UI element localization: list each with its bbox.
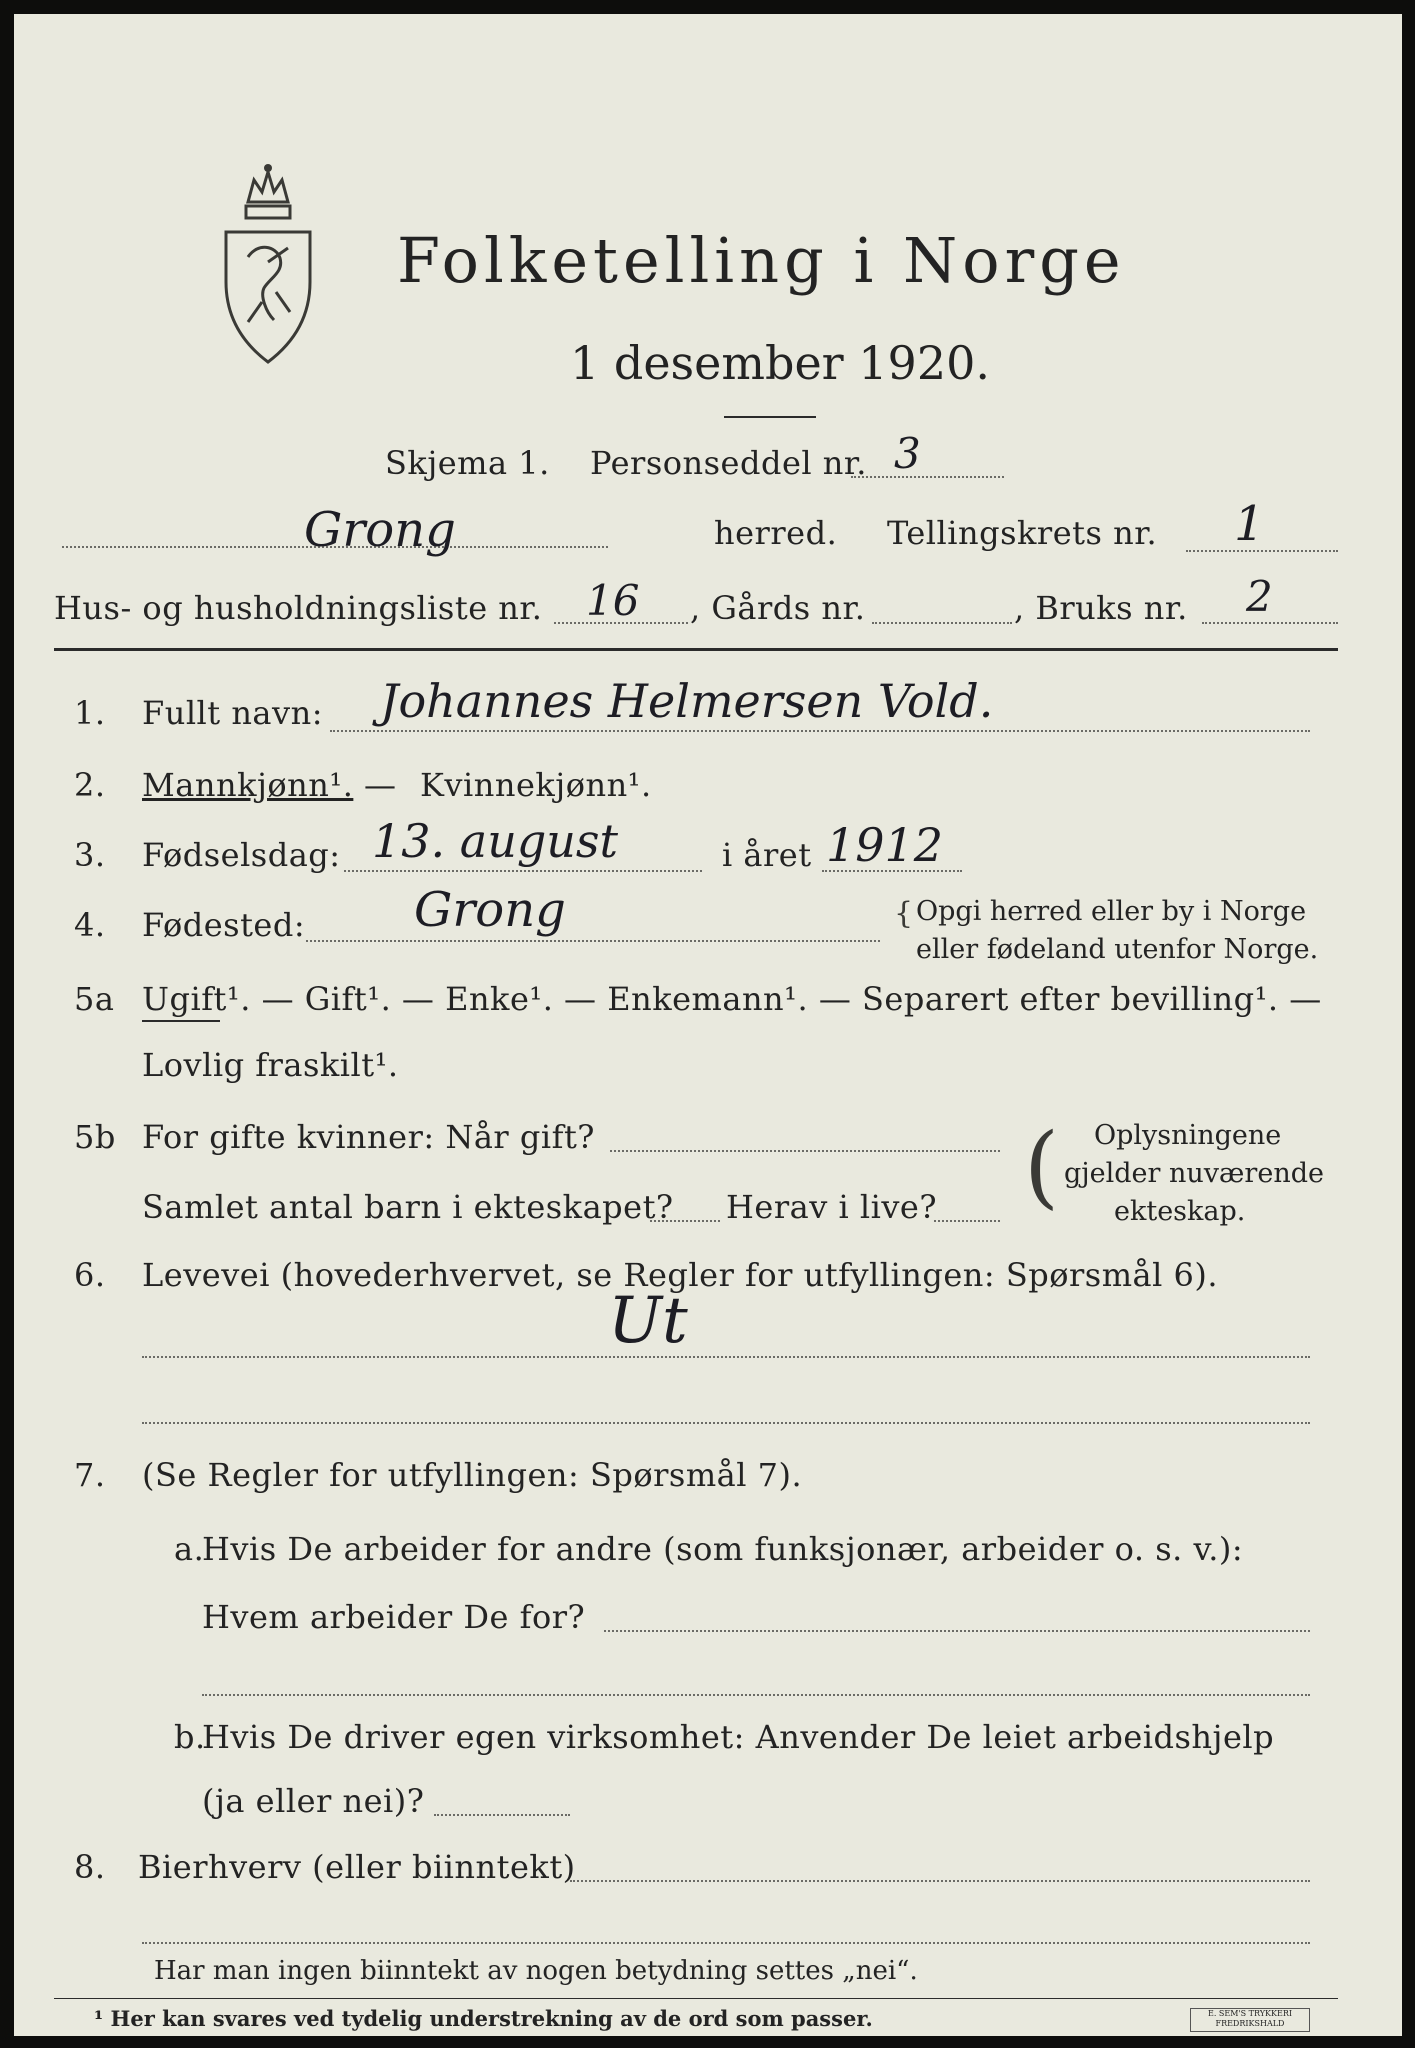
q1-line [330, 730, 1310, 732]
q5a-options-line2[interactable]: Lovlig fraskilt¹. [142, 1046, 399, 1084]
q5b-children-line [650, 1220, 720, 1222]
q1-full-name-value[interactable]: Johannes Helmersen Vold. [380, 674, 994, 728]
q5b-when-married-label: For gifte kvinner: Når gift? [142, 1118, 595, 1156]
personseddel-line [851, 476, 1004, 478]
no-income-note: Har man ingen biinntekt av nogen betydning settes „nei“. [154, 1956, 918, 1986]
q3-date-line [344, 870, 702, 872]
header-separator [54, 648, 1338, 651]
herred-label: herred. [714, 514, 838, 552]
q7-label: (Se Regler for utfyllingen: Spørsmål 7). [142, 1456, 803, 1494]
coat-of-arms-icon [218, 162, 318, 372]
q7b-text: Hvis De driver egen virksomhet: Anvender De leiet arbeidshjelp [202, 1718, 1275, 1756]
q6-line1 [142, 1356, 1310, 1358]
printer-stamp [1190, 2008, 1310, 2032]
tellingskrets-label: Tellingskrets nr. [887, 514, 1158, 552]
q3-year-label: i året [722, 836, 812, 874]
printer-stamp-line1: E. SEM'S TRYKKERI [1207, 2009, 1293, 2018]
q5b-when-married-line [610, 1150, 1000, 1152]
q3-number: 3. [74, 836, 106, 874]
q7b-yes-no-label: (ja eller nei)? [202, 1782, 425, 1820]
form-date: 1 desember 1920. [570, 336, 990, 390]
q5b-note-line3: ekteskap. [1114, 1196, 1246, 1227]
q5b-number: 5b [74, 1118, 116, 1156]
q7-number: 7. [74, 1456, 106, 1494]
form-title: Folketelling i Norge [397, 224, 1126, 297]
skjema-label: Skjema 1. [385, 444, 550, 482]
q6-label: Levevei (hovederhvervet, se Regler for utfyllingen: Spørsmål 6). [142, 1256, 1219, 1294]
q4-note-line1: Opgi herred eller by i Norge [916, 896, 1307, 927]
q7a-employer-line [604, 1630, 1310, 1632]
q5b-brace: ( [1024, 1114, 1060, 1219]
q5b-alive-label: Herav i live? [726, 1188, 938, 1226]
q6-number: 6. [74, 1256, 106, 1294]
q1-number: 1. [74, 694, 106, 732]
q7a-text: Hvis De arbeider for andre (som funksjonær, arbeider o. s. v.): [202, 1530, 1244, 1568]
bruks-line [1202, 622, 1338, 624]
q8-number: 8. [74, 1848, 106, 1886]
q8-label: Bierhverv (eller biinntekt) [138, 1848, 576, 1886]
q2-number: 2. [74, 766, 106, 804]
tellingskrets-value[interactable]: 1 [1234, 496, 1265, 552]
q4-number: 4. [74, 906, 106, 944]
q4-birthplace-value[interactable]: Grong [414, 882, 566, 938]
bruks-value[interactable]: 2 [1246, 572, 1273, 621]
q6-line2 [142, 1422, 1310, 1424]
q5b-alive-line [934, 1220, 1000, 1222]
q3-label: Fødselsdag: [142, 836, 341, 874]
q3-year-value[interactable]: 1912 [826, 818, 944, 872]
q5a-number: 5a [74, 980, 115, 1018]
q4-line [306, 940, 880, 942]
q5b-children-label: Samlet antal barn i ekteskapet? [142, 1188, 674, 1226]
hus-label: Hus- og husholdningsliste nr. [54, 589, 543, 627]
gards-line [872, 622, 1012, 624]
q4-label: Fødested: [142, 906, 306, 944]
q5b-note-line1: Oplysningene [1094, 1120, 1282, 1151]
q7a-employer-label: Hvem arbeider De for? [202, 1598, 586, 1636]
herred-value[interactable]: Grong [304, 502, 456, 558]
q7b-letter: b. [174, 1718, 206, 1756]
q2-separator: — [364, 766, 397, 804]
q7b-yes-no-line [434, 1814, 570, 1816]
q5a-options[interactable]: Ugift¹. — Gift¹. — Enke¹. — Enkemann¹. — Separert efter bevilling¹. — [142, 980, 1322, 1018]
gards-label: , Gårds nr. [690, 589, 866, 627]
q8-line2 [142, 1942, 1310, 1944]
q1-label: Fullt navn: [142, 694, 323, 732]
census-form-sheet [14, 14, 1402, 2036]
footnote-separator [54, 1998, 1338, 1999]
personseddel-label: Personseddel nr. [590, 444, 867, 482]
q5b-note-line2: gjelder nuværende [1064, 1158, 1324, 1189]
q2-male-option[interactable]: Mannkjønn¹. [142, 766, 354, 804]
q2-female-option[interactable]: Kvinnekjønn¹. [420, 766, 652, 804]
printer-stamp-line2: FREDRIKSHALD [1215, 2019, 1285, 2028]
title-divider [724, 416, 816, 418]
q7a-employer-line2 [202, 1694, 1310, 1696]
footnote: ¹ Her kan svares ved tydelig understrekning av de ord som passer. [94, 2006, 873, 2031]
q7a-letter: a. [174, 1530, 205, 1568]
q4-note-line2: eller fødeland utenfor Norge. [916, 934, 1319, 965]
personseddel-value[interactable]: 3 [894, 429, 921, 478]
q3-birthdate-value[interactable]: 13. august [372, 814, 618, 868]
bruks-label: , Bruks nr. [1014, 589, 1188, 627]
q5a-ugift-underline [142, 1020, 220, 1022]
hus-value[interactable]: 16 [586, 576, 640, 625]
q4-brace: { [894, 896, 914, 931]
q8-line [570, 1880, 1310, 1882]
q6-occupation-value[interactable]: Ut [608, 1284, 688, 1358]
